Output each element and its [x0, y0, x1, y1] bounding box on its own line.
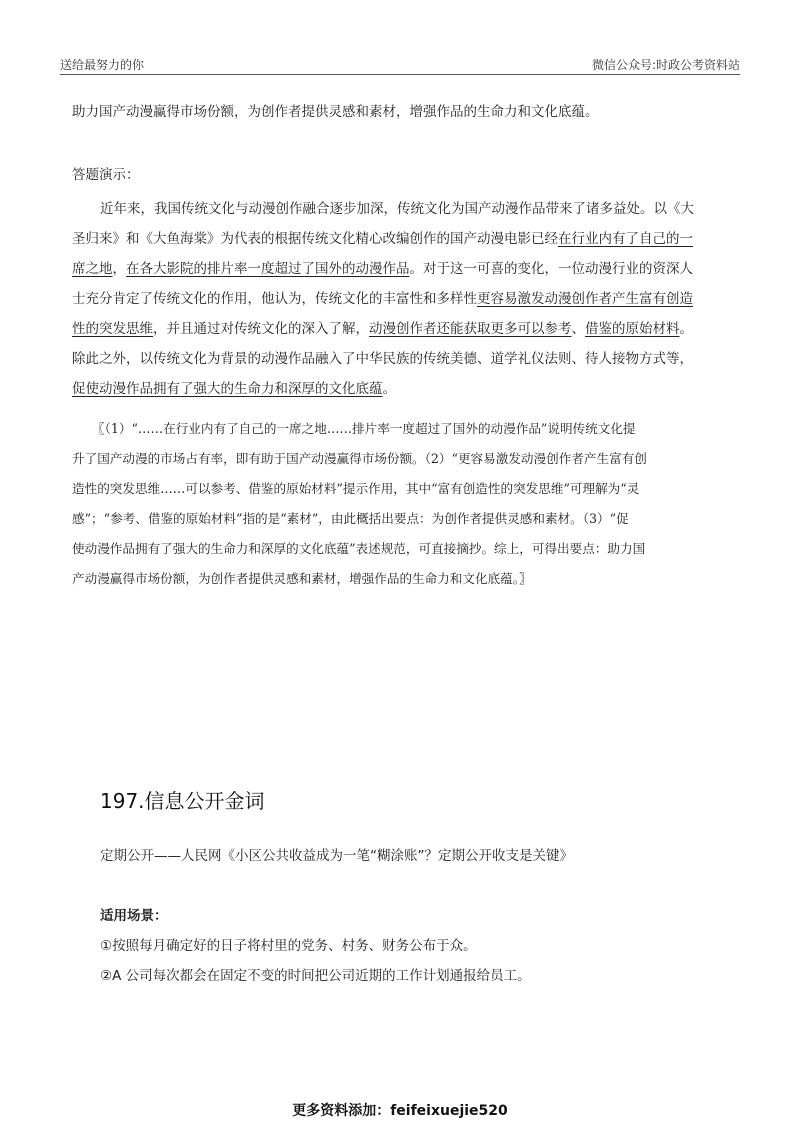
- section-source: 定期公开——人民网《小区公共收益成为一笔“糊涂账”？定期公开收支是关键》: [100, 848, 573, 864]
- demo-line-2: 圣归来》和《大鱼海棠》为代表的根据传统文化精心改编创作的国产动漫电影已经在行业内有了自己的一: [72, 231, 693, 247]
- scenario-label: 适用场景：: [100, 908, 168, 924]
- header-slogan: 送给最努力的你: [60, 58, 145, 72]
- page-header: [60, 50, 740, 75]
- footer-contact: 更多资料添加：feifeixuejie520: [292, 1103, 508, 1119]
- scenario-item-2: ②A 公司每次都会在固定不变的时间把公司近期的工作计划通报给员工。: [100, 968, 531, 984]
- highlight-phrase: 在各大影院的排片率一度超过了国外的动漫作品: [126, 261, 410, 277]
- highlight-phrase: 借鉴的原始材料: [585, 321, 680, 337]
- demo-line-5: 性的突发思维，并且通过对传统文化的深入了解，动漫创作者还能获取更多可以参考、借鉴的原始材料。: [72, 321, 693, 337]
- header-wechat-account: 微信公众号:时政公考资料站: [591, 58, 740, 72]
- intro-line: 助力国产动漫赢得市场份额，为创作者提供灵感和素材，增强作品的生命力和文化底蕴。: [72, 104, 599, 120]
- analysis-note-line-4: 感”；“参考、借鉴的原始材料”指的是“素材”，由此概括出要点：为创作者提供灵感和素材。（3）“促: [72, 511, 629, 526]
- demo-line-1: 近年来，我国传统文化与动漫创作融合逐步加深，传统文化为国产动漫作品带来了诸多益处。以《大: [100, 201, 694, 217]
- analysis-note-line-2: 升了国产动漫的市场占有率，即有助于国产动漫赢得市场份额。（2）“更容易激发动漫创作者产生富有创: [72, 451, 647, 466]
- analysis-note-line-6: 产动漫赢得市场份额，为创作者提供灵感和素材，增强作品的生命力和文化底蕴。〗: [72, 571, 532, 586]
- scenario-item-1: ①按照每月确定好的日子将村里的党务、村务、财务公布于众。: [100, 938, 477, 954]
- analysis-note-line-1: 〖（1）“……在行业内有了自己的一席之地……排片率一度超过了国外的动漫作品”说明传统文化提: [92, 421, 636, 436]
- demo-line-6: 除此之外，以传统文化为背景的动漫作品融入了中华民族的传统美德、道学礼仪法则、待人接物方式等，: [72, 351, 693, 367]
- analysis-note-line-3: 造性的突发思维……可以参考、借鉴的原始材料”提示作用，其中“富有创造性的突发思维”可理解为“灵: [72, 481, 640, 496]
- highlight-phrase: 动漫创作者还能获取更多可以参考: [369, 321, 572, 337]
- demo-line-7: 促使动漫作品拥有了强大的生命力和深厚的文化底蕴。: [72, 381, 396, 397]
- analysis-note-line-5: 使动漫作品拥有了强大的生命力和深厚的文化底蕴”表述规范，可直接摘抄。综上，可得出要点：助力国: [72, 541, 646, 556]
- highlight-phrase: 促使动漫作品拥有了强大的生命力和深厚的文化底蕴: [72, 381, 383, 397]
- highlight-phrase: 在行业内有了自己的一: [558, 231, 693, 247]
- section-title: 197.信息公开金词: [100, 789, 265, 813]
- highlight-phrase: 席之地: [72, 261, 113, 277]
- demo-line-3: 席之地，在各大影院的排片率一度超过了国外的动漫作品。对于这一可喜的变化，一位动漫行业的资深人: [72, 261, 693, 277]
- highlight-phrase: 性的突发思维: [72, 321, 153, 337]
- demo-label: 答题演示：: [72, 167, 140, 183]
- highlight-phrase: 更容易激发动漫创作者产生富有创造: [477, 291, 693, 307]
- demo-line-4: 士充分肯定了传统文化的作用，他认为，传统文化的丰富性和多样性更容易激发动漫创作者产生富有创造: [72, 291, 693, 307]
